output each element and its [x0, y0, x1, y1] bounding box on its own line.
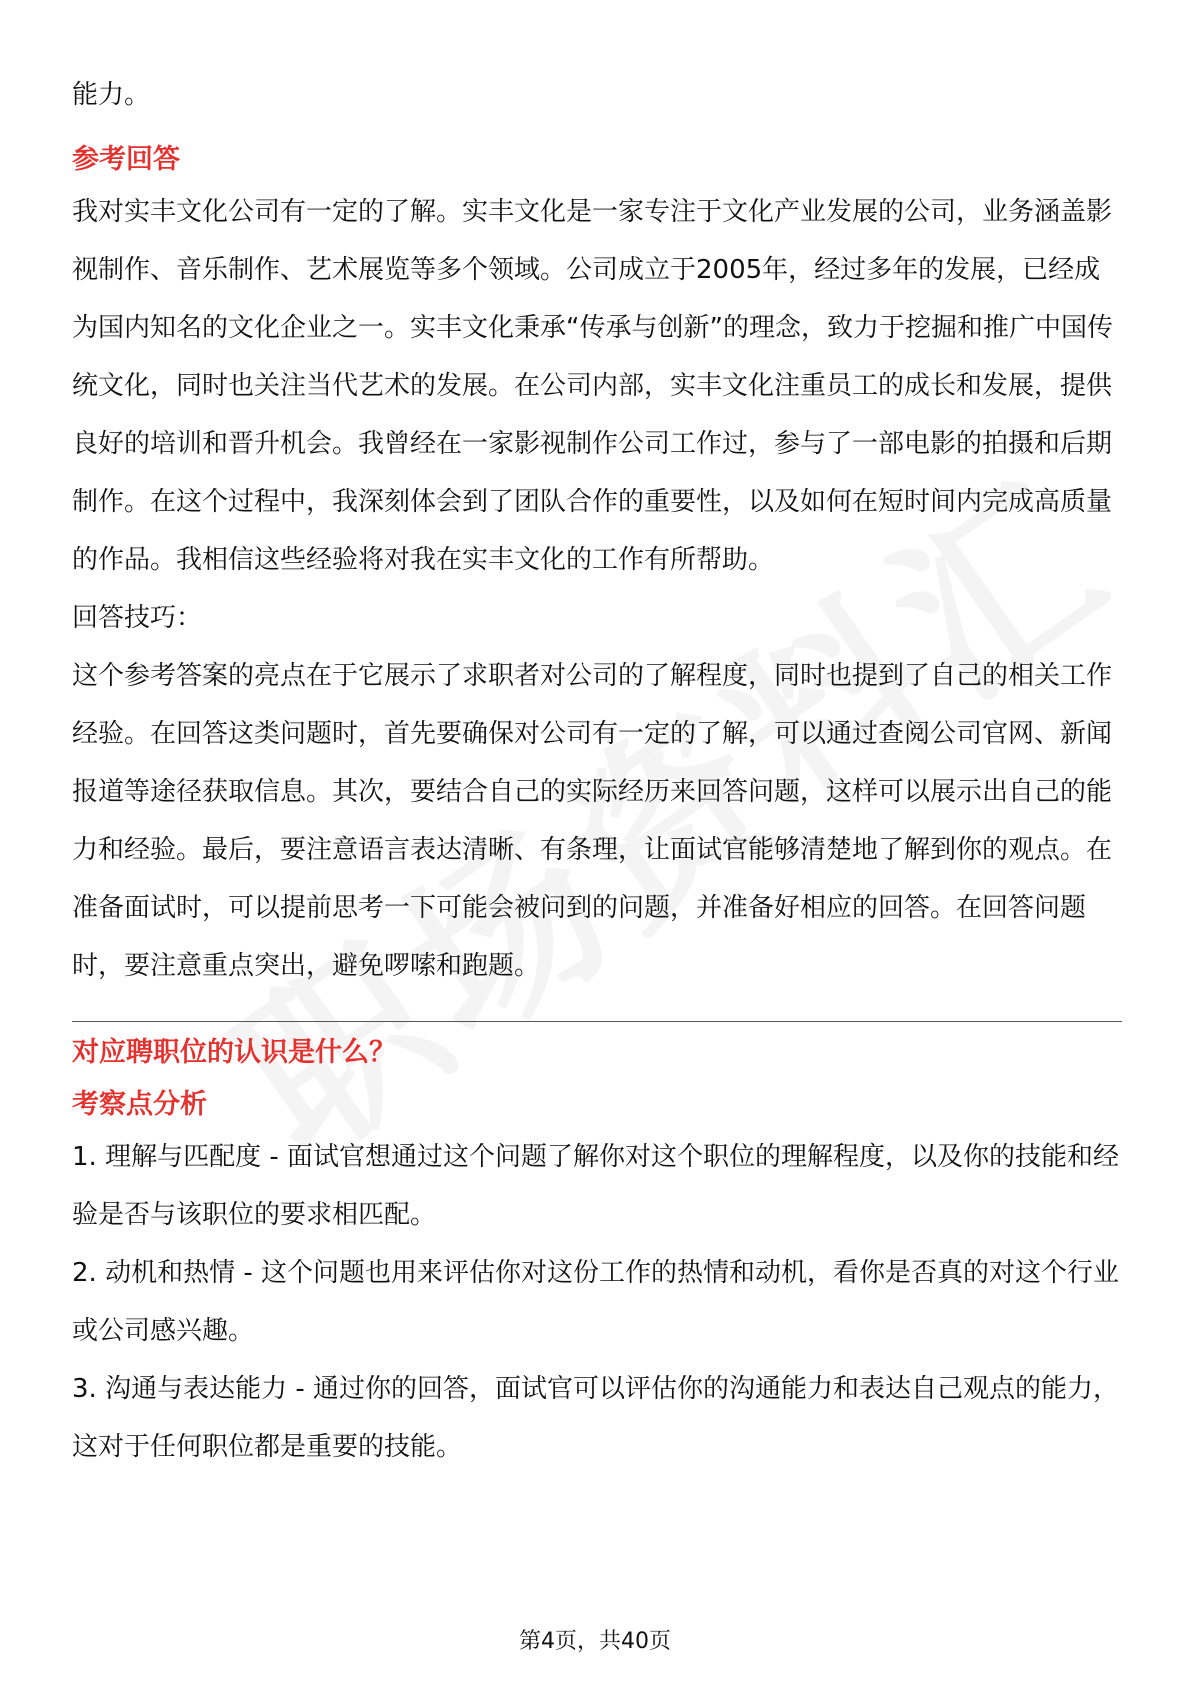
continuation-text: 能力。	[72, 80, 151, 110]
reference-answer-text: 我对实丰文化公司有一定的了解。实丰文化是一家专注于文化产业发展的公司，业务涵盖影视制作、音乐制作、艺术展览等多个领域。公司成立于2005年，经过多年的发展，已经成为国内知名的文化企业之一。实丰文化秉承“传承与创新”的理念，致力于挖掘和推广中国传统文化，同时也关注当代艺术的发展。在公司内部，实丰文化注重员工的成长和发展，提供良好的培训和晋升机会。我曾经在一家影视制作公司工作过，参与了一部电影的拍摄和后期制作。在这个过程中，我深刻体会到了团队合作的重要性，以及如何在短时间内完成高质量的作品。我相信这些经验将对我在实丰文化的工作有所帮助。	[72, 197, 1113, 575]
answer-tips-label: 回答技巧：	[72, 603, 203, 633]
section-divider	[72, 1021, 1122, 1022]
analysis-heading: 考察点分析	[72, 1089, 207, 1120]
answer-tips-text: 这个参考答案的亮点在于它展示了求职者对公司的了解程度，同时也提到了自己的相关工作经验。在回答这类问题时，首先要确保对公司有一定的了解，可以通过查阅公司官网、新闻报道等途径获取信息。其次，要结合自己的实际经历来回答问题，这样可以展示出自己的能力和经验。最后，要注意语言表达清晰、有条理，让面试官能够清楚地了解到你的观点。在准备面试时，可以提前思考一下可能会被问到的问题，并准备好相应的回答。在回答问题时，要注意重点突出，避免啰嗦和跑题。	[72, 661, 1113, 981]
page-number-footer: 第4页，共40页	[519, 1629, 671, 1654]
reference-answer-heading: 参考回答	[72, 144, 180, 175]
page-content	[72, 66, 1122, 1476]
question-heading: 对应聘职位的认识是什么？	[72, 1037, 396, 1068]
analysis-item: 1. 理解与匹配度 - 面试官想通过这个问题了解你对这个职位的理解程度，以及你的技能和经验是否与该职位的要求相匹配。	[72, 1142, 1119, 1230]
analysis-item: 3. 沟通与表达能力 - 通过你的回答，面试官可以评估你的沟通能力和表达自己观点的能力，这对于任何职位都是重要的技能。	[72, 1374, 1119, 1462]
analysis-item: 2. 动机和热情 - 这个问题也用来评估你对这份工作的热情和动机，看你是否真的对这个行业或公司感兴趣。	[72, 1258, 1119, 1346]
